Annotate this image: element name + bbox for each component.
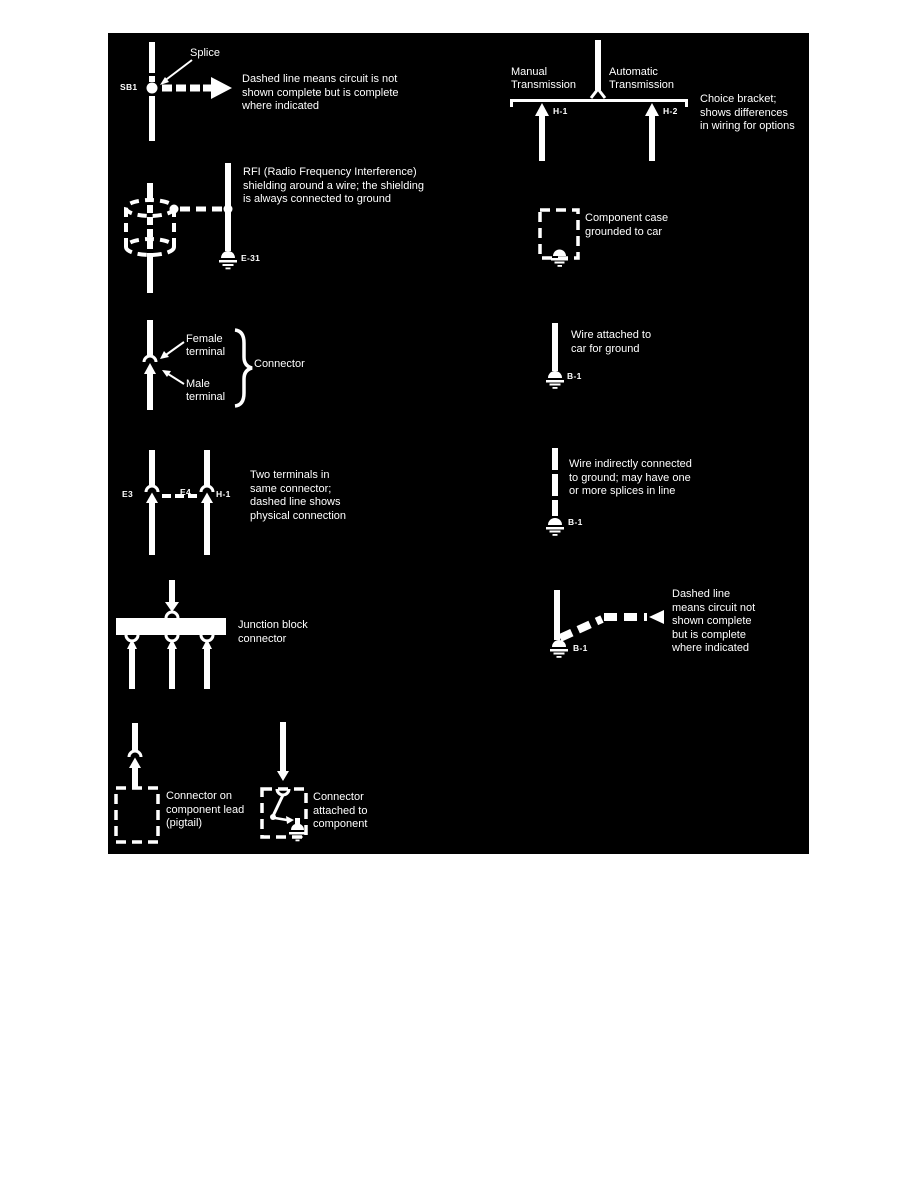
legend-item-indirect-ground (538, 441, 809, 556)
ground-wire-description: Wire attached to car for ground (571, 329, 652, 355)
up-arrow-icon (645, 103, 659, 161)
legend-item-component-case (528, 203, 808, 303)
female-terminal-icon (201, 486, 213, 492)
wire-flare-icon (591, 89, 605, 98)
legend-panel (108, 33, 809, 854)
pigtail-symbol (108, 716, 258, 854)
component-box-icon (116, 788, 158, 842)
ground-icon (546, 518, 564, 536)
indirect-ground-code: B-1 (568, 517, 583, 527)
shield-tap-dot-icon (170, 205, 179, 214)
legend-item-rfi (108, 161, 473, 341)
rfi-ground-code: E-31 (241, 253, 261, 263)
legend-item-connector (108, 316, 428, 441)
splice-code: SB1 (120, 82, 138, 92)
rfi-description: RFI (Radio Frequency Interference) shielding around a wire; the shielding is always connected to ground (243, 166, 425, 205)
pigtail-description: Connector on component lead (pigtail) (166, 790, 245, 829)
ground-icon (551, 250, 568, 267)
dashed-continuation-icon (560, 610, 664, 638)
ground-icon (289, 818, 306, 841)
splice-dot-icon (147, 83, 158, 94)
component-connector-symbol (253, 716, 428, 854)
legend-item-junction-block (108, 576, 428, 711)
continuation-arrow-icon (162, 77, 232, 99)
ground-icon (219, 251, 237, 269)
ground-icon (546, 371, 564, 389)
component-connector-description: Connector attached to component (313, 791, 368, 830)
callout-arrow-icon (160, 60, 192, 85)
terminal-code-mid: E4 (180, 487, 191, 497)
female-terminal-icon (166, 612, 178, 618)
choice-bracket-description: Choice bracket; shows differences in wiring for options (700, 93, 795, 132)
legend-item-dashed-ground (533, 581, 809, 711)
junction-block-description: Junction block connector (238, 619, 308, 645)
female-terminal-icon (144, 356, 156, 362)
up-arrow-icon (535, 103, 549, 161)
callout-arrow-icon (160, 342, 184, 384)
terminal-code-left: E3 (122, 489, 133, 499)
choice-code-left: H-1 (553, 106, 568, 116)
ground-icon (550, 640, 568, 658)
legend-item-two-terminals (108, 443, 428, 573)
male-terminal-label: Male terminal (186, 378, 226, 403)
switch-icon (270, 795, 294, 824)
indirect-ground-description: Wire indirectly connected to ground; may have one or more splices in line (569, 458, 692, 497)
component-case-description: Component case grounded to car (585, 212, 669, 238)
legend-item-ground-wire (538, 316, 808, 416)
connector-label: Connector (254, 358, 305, 370)
choice-bracket-line (510, 99, 688, 107)
legend-item-component-connector (253, 716, 428, 854)
splice-callout: Splice (190, 47, 220, 59)
male-terminal-icon (144, 363, 156, 374)
ground-wire-code: B-1 (567, 371, 582, 381)
junction-block-bar (116, 618, 226, 635)
legend-item-pigtail (108, 716, 258, 854)
male-terminal-icon (129, 758, 141, 769)
legend-item-choice-bracket (498, 36, 809, 176)
connector-symbol (108, 316, 428, 441)
terminal-code-right: H-1 (216, 489, 231, 499)
female-terminal-icon (129, 751, 141, 757)
splice-description: Dashed line means circuit is not shown complete but is complete where indicated (242, 73, 399, 112)
option-manual-label: Manual Transmission (511, 66, 576, 91)
choice-code-right: H-2 (663, 106, 678, 116)
dashed-ground-description: Dashed line means circuit not shown complete but is complete where indicated (672, 588, 756, 654)
male-terminal-icon (146, 493, 158, 504)
dashed-ground-code: B-1 (573, 643, 588, 653)
two-terminals-description: Two terminals in same connector; dashed line shows physical connection (250, 469, 347, 522)
male-terminal-icon (277, 771, 289, 781)
female-terminal-icon (146, 486, 158, 492)
legend-item-splice (108, 33, 473, 158)
male-terminal-icon (201, 493, 213, 504)
female-terminal-label: Female terminal (186, 333, 226, 358)
option-automatic-label: Automatic Transmission (609, 66, 674, 91)
